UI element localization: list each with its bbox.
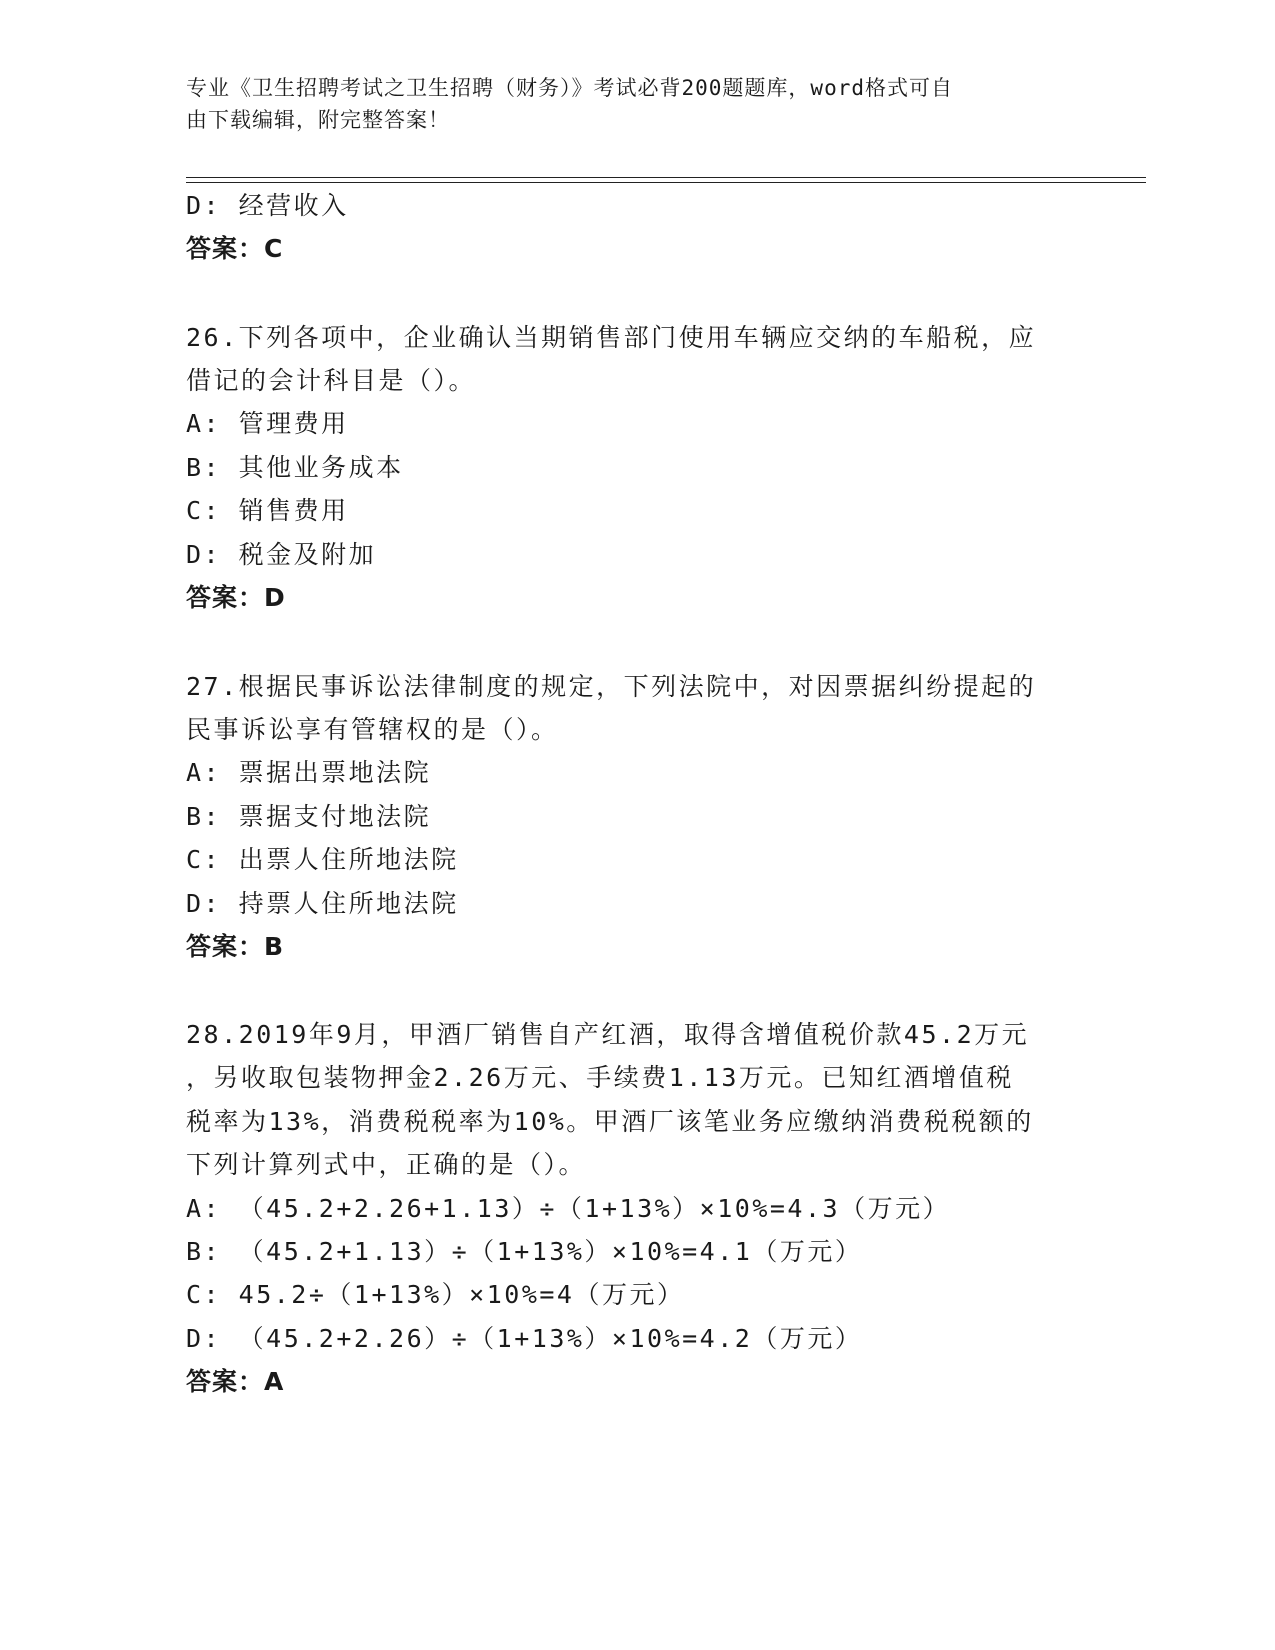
prev-answer bbox=[186, 229, 283, 265]
q27-option-a: A: 票据出票地法院 bbox=[186, 758, 432, 787]
document-header bbox=[186, 72, 1066, 136]
header-line-1: 专业《卫生招聘考试之卫生招聘（财务）》考试必背200题题库，word格式可自 bbox=[186, 76, 953, 100]
answer-value: C bbox=[264, 234, 284, 263]
q28-stem-line-2: ，另收取包装物押金2.26万元、手续费1.13万元。已知红酒增值税 bbox=[186, 1063, 1014, 1092]
answer-label: 答案： bbox=[186, 234, 265, 263]
q27-option-c: C: 出票人住所地法院 bbox=[186, 845, 459, 874]
answer-value: A bbox=[264, 1367, 285, 1396]
q28-option-b: B: （45.2+1.13）÷（1+13%）×10%=4.1（万元） bbox=[186, 1237, 863, 1266]
header-line-2: 由下载编辑，附完整答案！ bbox=[186, 108, 450, 132]
answer-label: 答案： bbox=[186, 583, 265, 612]
q28-answer bbox=[186, 1362, 284, 1398]
answer-value: B bbox=[264, 932, 285, 961]
q28-option-c: C: 45.2÷（1+13%）×10%=4（万元） bbox=[186, 1280, 685, 1309]
q28-stem-line-4: 下列计算列式中，正确的是（）。 bbox=[186, 1150, 587, 1179]
header-divider-bottom bbox=[186, 182, 1146, 183]
q28-stem-line-1: 28.2019年9月，甲酒厂销售自产红酒，取得含增值税价款45.2万元 bbox=[186, 1020, 1030, 1049]
answer-label: 答案： bbox=[186, 932, 265, 961]
q28-option-a: A: （45.2+2.26+1.13）÷（1+13%）×10%=4.3（万元） bbox=[186, 1194, 951, 1223]
answer-value: D bbox=[264, 583, 286, 612]
q27-stem-line-2: 民事诉讼享有管辖权的是（）。 bbox=[186, 715, 559, 744]
q26-option-d: D: 税金及附加 bbox=[186, 540, 377, 569]
q26-answer bbox=[186, 578, 286, 614]
q26-option-b: B: 其他业务成本 bbox=[186, 453, 404, 482]
q27-answer bbox=[186, 927, 284, 963]
q26-option-c: C: 销售费用 bbox=[186, 496, 349, 525]
q27-option-d: D: 持票人住所地法院 bbox=[186, 889, 459, 918]
prev-option-d: D: 经营收入 bbox=[186, 191, 349, 220]
q28-option-d: D: （45.2+2.26）÷（1+13%）×10%=4.2（万元） bbox=[186, 1324, 863, 1353]
q26-stem-line-2: 借记的会计科目是（）。 bbox=[186, 366, 477, 395]
q26-option-a: A: 管理费用 bbox=[186, 409, 349, 438]
q27-option-b: B: 票据支付地法院 bbox=[186, 802, 432, 831]
q28-stem-line-3: 税率为13%，消费税税率为10%。甲酒厂该笔业务应缴纳消费税税额的 bbox=[186, 1107, 1034, 1136]
header-divider-top bbox=[186, 177, 1146, 178]
q27-stem-line-1: 27.根据民事诉讼法律制度的规定，下列法院中，对因票据纠纷提起的 bbox=[186, 672, 1037, 701]
answer-label: 答案： bbox=[186, 1367, 265, 1396]
q26-stem-line-1: 26.下列各项中，企业确认当期销售部门使用车辆应交纳的车船税，应 bbox=[186, 323, 1037, 352]
